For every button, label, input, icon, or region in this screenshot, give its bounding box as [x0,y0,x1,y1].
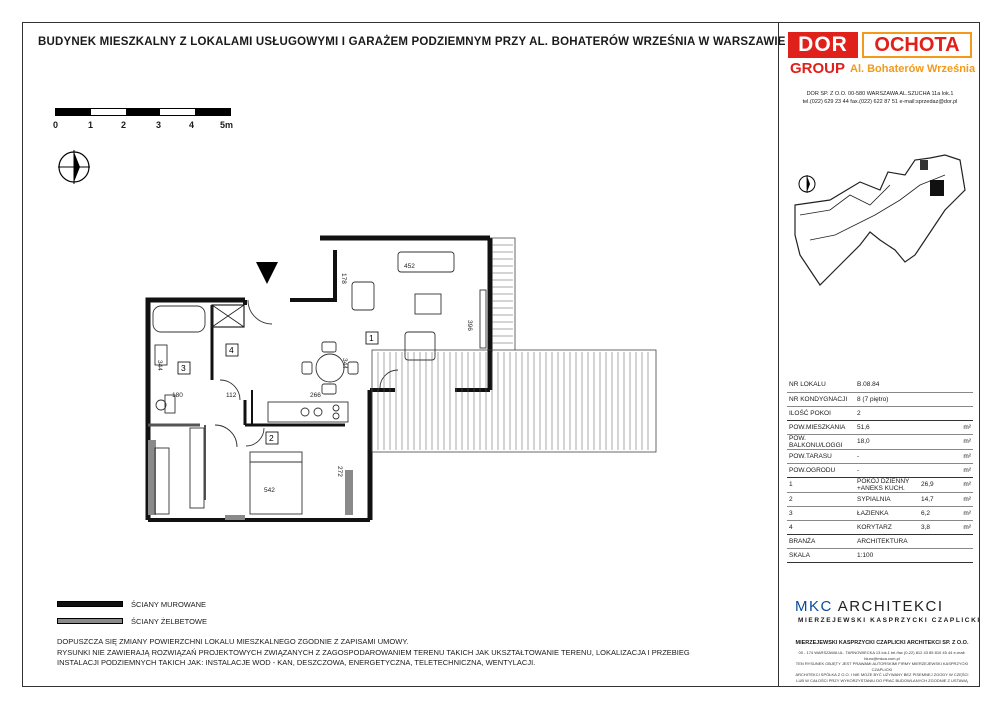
room-row-unit: m² [957,492,973,506]
scale-tick: 1 [88,120,94,130]
note-line: INSTALACJI PODZIEMNYCH TAKICH JAK: INSTALACJE WOD - KAN, DESZCZOWA, ENERGETYCZNA, TELETECHNICZNA, WENTYLACJI. [57,658,536,667]
info-value: - [855,449,957,463]
apartment-info-table [787,378,973,563]
info-unit: m² [957,449,973,463]
room-tags [178,332,378,444]
group-logo-text: GROUP [790,60,846,77]
room-row-number: 3 [787,506,855,520]
dimension-label: 266 [310,392,321,399]
room-row-name: SYPIALNIA [855,492,919,506]
info-unit [957,392,973,406]
info-unit [957,406,973,420]
info-unit: m² [957,434,973,449]
scale-tick: 5m [220,120,234,130]
room-row-unit: m² [957,520,973,534]
info-value: 8 (7 piętro) [855,392,957,406]
dimension-label: 452 [404,263,415,270]
room-row-name: POKÓJ DZIENNY +ANEKS KUCH. [855,477,919,492]
company-contact: tel.(022) 629 23 44 fax.(022) 622 87 51 e-mail:sprzedaz@dor.pl [802,99,958,105]
info-label: ILOŚĆ POKOI [787,406,855,420]
north-arrow-small-icon [799,175,815,193]
note-line: DOPUSZCZA SIĘ ZMIANY POWIERZCHNI LOKALU MIESZKALNEGO ZGODNIE Z ZAPISAMI UMOWY. [57,637,409,646]
dimension-label: 542 [264,487,275,494]
dimension-label: 178 [340,273,347,284]
info-label: NR LOKALU [787,378,855,392]
scale-tick: 3 [156,120,162,130]
room-row-area: 14,7 [919,492,957,506]
legend-masonry-label: ŚCIANY MUROWANE [131,600,207,609]
room-row-number: 2 [787,492,855,506]
north-arrow-icon [58,150,90,184]
dimension-label: 272 [336,466,343,477]
room-number: 4 [229,345,234,355]
balcony [372,238,656,452]
room-row-number: 1 [787,477,855,492]
room-row-number: 4 [787,520,855,534]
skala-label: SKALA [787,548,855,562]
info-value: 2 [855,406,957,420]
legend-masonry-swatch [57,601,123,607]
architect-address: 00 - 174 WARSZAWA UL. TARNOWIECKA 13 lok.1 tel./fax (0-22) 812 43 85 810 45 44 e-mail: biuro@mkca.com.pl [798,650,966,661]
architect-company: MIERZEJEWSKI KASPRZYCKI CZAPLICKI ARCHITEKCI SP. Z O.O. [795,640,969,646]
room-row-name: ŁAZIENKA [855,506,919,520]
dor-logo: DOR [788,32,858,58]
company-address: DOR SP. Z O.O. 00-580 WARSZAWA AL.SZUCHA 11a lok.1 [806,91,954,97]
room-row-unit: m² [957,477,973,492]
room-number: 3 [181,363,186,373]
scale-tick: 4 [189,120,195,130]
skala-value: 1:100 [855,548,973,562]
info-label: POW. BALKONU/LOGGI [787,434,855,449]
dimension-label: 112 [226,392,237,399]
copyright-line: LUB W CAŁOŚCI PRZY WYKORZYSTANIU DO PRAC BUDOWLANYCH ZGODNIE Z USTAWĄ [796,677,968,683]
room-row-area: 6,2 [919,506,957,520]
site-key-plan [795,155,965,285]
room-number: 2 [269,433,274,443]
scale-tick: 0 [53,120,59,130]
notes [57,637,757,669]
info-label: POW.MIESZKANIA [787,420,855,434]
legend-concrete-label: ŚCIANY ŻELBETOWE [131,617,207,626]
dimension-label: 344 [341,358,348,369]
room-number: 1 [369,333,374,343]
branza-value: ARCHITEKTURA [855,534,973,548]
info-unit: m² [957,463,973,477]
room-row-area: 26,9 [919,477,957,492]
logo-street: Al. Bohaterów Września [850,63,976,75]
info-label: POW.OGRODU [787,463,855,477]
info-value: - [855,463,957,477]
ochota-logo: OCHOTA [862,32,972,58]
note-line: RYSUNKI NIE ZAWIERAJĄ ROZWIĄZAŃ PROJEKTOWYCH ZWIĄZANYCH Z ZAGOSPODAROWANIEM TERENU TAKICH JAK UKSZTAŁTOWANIE TERENU, LOKALIZACJA I PRZEBIEG [57,647,690,657]
furniture [153,252,486,514]
info-unit: m² [957,420,973,434]
legend-concrete-swatch [57,618,123,624]
info-value: 18,0 [855,434,957,449]
room-row-name: KORYTARZ [855,520,919,534]
architect-fine-print [790,650,974,683]
scale-tick: 2 [121,120,127,130]
info-unit [957,378,973,392]
architect-logo-mk: MKC [795,598,833,615]
dimension-label: 396 [466,320,473,331]
copyright-line: TEN RYSUNEK OBJĘTY JEST PRAWAMI AUTORSKIMI FIRMY MIERZEJEWSKI KASPRZYCKI CZAPLICKI [795,661,969,672]
branza-label: BRANŻA [787,534,855,548]
architect-logo-rest: ARCHITEKCI [837,598,944,615]
drawing-title: BUDYNEK MIESZKALNY Z LOKALAMI USŁUGOWYMI I GARAŻEM PODZIEMNYM PRZY AL. BOHATERÓW WRZEŚNIA W WARSZAWIE [38,36,786,48]
info-value: 51,6 [855,420,957,434]
room-row-area: 3,8 [919,520,957,534]
info-label: POW.TARASU [787,449,855,463]
architect-names: MIERZEJEWSKI KASPRZYCKI CZAPLICKI [798,617,981,624]
dimension-label: 344 [156,360,163,371]
copyright-line: ARCHITEKCI SPÓŁKA Z O.O. I NIE MOŻE BYĆ UŻYWANY BEZ PISEMNEJ ZGODY W CZĘŚCI [795,672,969,677]
architect-logo [795,598,944,615]
entrance-marker-icon [256,262,278,284]
apartment-walls [148,238,490,520]
info-value: B.08.84 [855,378,957,392]
info-label: NR KONDYGNACJI [787,392,855,406]
dimension-label: 180 [172,392,183,399]
room-row-unit: m² [957,506,973,520]
